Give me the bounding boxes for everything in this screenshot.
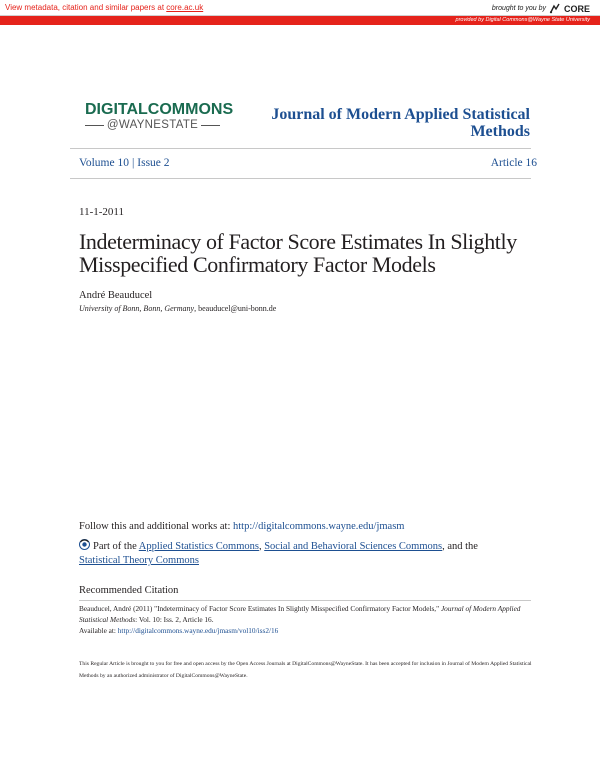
citation-part2: : Vol. 10: Iss. 2, Article 16. (135, 615, 214, 624)
part-of-prefix: Part of the (93, 541, 139, 552)
citation-divider (79, 600, 531, 601)
author-affiliation (79, 304, 276, 313)
core-metadata-notice (5, 3, 203, 12)
issue-link[interactable]: Issue 2 (137, 157, 170, 169)
header-divider-bottom (70, 178, 531, 179)
provided-by-text[interactable]: provided by Digital Commons@Wayne State University (455, 17, 590, 23)
part-of-and-the: , and the (442, 541, 478, 552)
recommended-citation-heading: Recommended Citation (79, 585, 179, 596)
volume-link[interactable]: Volume 10 (79, 157, 129, 169)
author-email: , beauducel@uni-bonn.de (194, 304, 277, 313)
logo-rule-left (85, 125, 104, 126)
core-banner (0, 0, 600, 16)
core-logo-icon (549, 3, 561, 14)
follow-prefix: Follow this and additional works at: (79, 521, 233, 532)
brought-to-you-text: brought to you by (491, 5, 546, 12)
follow-works (79, 521, 404, 532)
core-ac-uk-link[interactable]: core.ac.uk (166, 3, 204, 12)
logo-top-text: DIGITALCOMMONS (85, 101, 234, 118)
author-name: André Beauducel (79, 290, 153, 301)
applied-statistics-link[interactable]: Applied Statistics Commons (138, 541, 259, 552)
publication-date: 11-1-2011 (79, 206, 125, 218)
affiliation-text: University of Bonn, Bonn, Germany (79, 304, 195, 313)
volume-separator: | (131, 157, 135, 169)
social-behavioral-link[interactable]: Social and Behavioral Sciences Commons (264, 541, 443, 552)
part-of-comma: , (258, 541, 265, 552)
journal-title-line1: Journal of Modern Applied Statistical (271, 106, 530, 123)
statistical-theory-link[interactable]: Statistical Theory Commons (79, 555, 199, 566)
article-title: Indeterminacy of Factor Score Estimates In Slightly Misspecified Confirmatory Factor Models (79, 229, 517, 277)
core-logo-text: CORE (563, 3, 590, 14)
citation-text (79, 603, 529, 636)
core-metadata-prefix: View metadata, citation and similar papers at (5, 3, 167, 12)
provided-by-bar (0, 16, 600, 25)
part-of-commons (79, 539, 529, 568)
follow-url-link[interactable]: http://digitalcommons.wayne.edu/jmasm (233, 521, 405, 532)
open-access-note: This Regular Article is brought to you for free and open access by the Open Access Journals at DigitalCommons@WayneState. It has been accepted for inclusion in Journal of Modern Applied Statistical Methods by an authorized administrator of DigitalCommons@WayneState. (79, 661, 532, 679)
article-number[interactable]: Article 16 (490, 157, 537, 169)
journal-title-line2: Methods (470, 123, 530, 140)
logo-rule-right (201, 125, 220, 126)
available-prefix: Available at: (79, 626, 118, 635)
logo-bottom-text: @WAYNESTATE (106, 119, 199, 131)
citation-url-link[interactable]: http://digitalcommons.wayne.edu/jmasm/vol10/iss2/16 (117, 626, 279, 635)
journal-title[interactable] (230, 106, 530, 140)
header-divider-top (70, 148, 531, 149)
network-icon (79, 539, 90, 550)
citation-journal: Journal of Modern Applied Statistical Methods (79, 604, 521, 624)
volume-issue (79, 157, 170, 169)
citation-part1: Beauducel, André (2011) "Indeterminacy of Factor Score Estimates In Slightly Misspecified Confirmatory Factor Models," (79, 604, 441, 613)
core-brand[interactable] (492, 3, 590, 14)
digital-commons-logo[interactable] (85, 101, 234, 135)
logo-bottom-row (85, 119, 220, 131)
